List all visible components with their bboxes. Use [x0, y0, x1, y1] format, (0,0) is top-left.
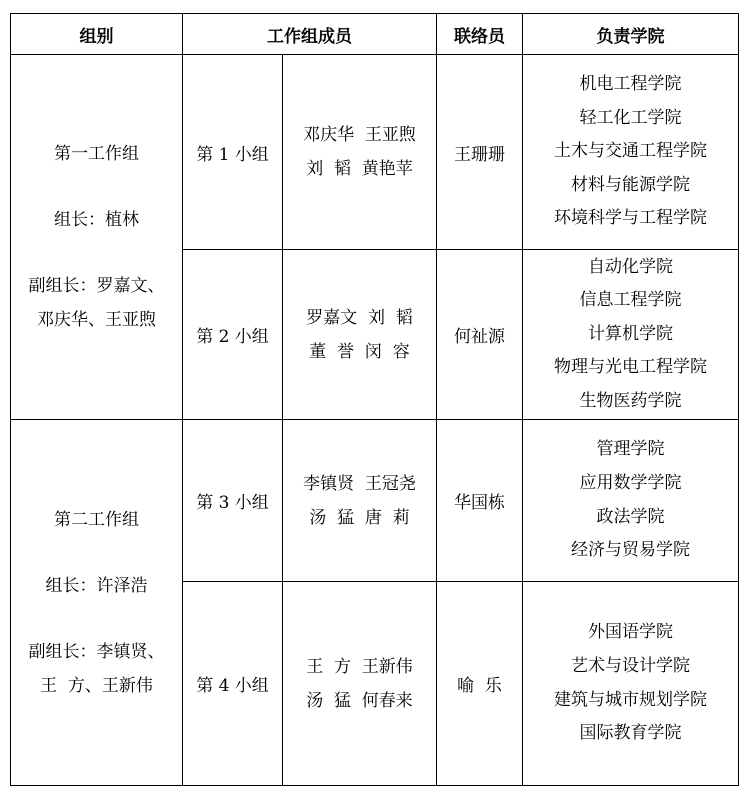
subgroup-liaison: 华国栋 [437, 420, 523, 582]
member-line: 汤 猛 唐 莉 [309, 507, 410, 528]
member-line: 刘 韬 黄艳苹 [306, 159, 413, 179]
group-leader: 组长：植林 [54, 210, 139, 230]
college-item: 计算机学院 [588, 323, 673, 344]
subgroup-members [283, 250, 437, 420]
college-item: 政法学院 [596, 506, 665, 527]
college-item: 应用数学学院 [579, 472, 682, 493]
college-item: 建筑与城市规划学院 [554, 689, 707, 710]
header-liaison: 联络员 [437, 14, 523, 55]
college-item: 土木与交通工程学院 [554, 141, 707, 162]
table-row [11, 55, 739, 250]
member-line: 李镇贤 王冠尧 [303, 473, 416, 494]
subgroup-label: 第 1 小组 [183, 55, 283, 250]
subgroup-colleges [523, 582, 739, 786]
header-members: 工作组成员 [183, 14, 437, 55]
member-line: 王 方 王新伟 [306, 656, 413, 677]
subgroup-colleges [523, 420, 739, 582]
subgroup-colleges [523, 250, 739, 420]
group-cell [11, 55, 183, 420]
group-deputy-line1: 副组长：罗嘉文、 [28, 276, 165, 296]
header-colleges: 负责学院 [523, 14, 739, 55]
college-item: 外国语学院 [588, 622, 673, 643]
subgroup-label: 第 3 小组 [183, 420, 283, 582]
college-item: 轻工化工学院 [579, 107, 682, 128]
college-item: 管理学院 [596, 439, 665, 460]
work-group-table [10, 13, 739, 786]
college-item: 生物医药学院 [579, 390, 682, 411]
college-item: 机电工程学院 [579, 74, 682, 95]
subgroup-colleges [523, 55, 739, 250]
header-group: 组别 [11, 14, 183, 55]
college-item: 自动化学院 [588, 256, 673, 277]
college-item: 国际教育学院 [579, 723, 682, 744]
table-row [11, 420, 739, 582]
college-item: 经济与贸易学院 [571, 540, 690, 561]
subgroup-members [283, 55, 437, 250]
subgroup-label: 第 4 小组 [183, 582, 283, 786]
member-line: 汤 猛 何春来 [306, 690, 413, 711]
group-deputy-line2: 邓庆华、王亚煦 [37, 310, 156, 330]
member-line: 邓庆华 王亚煦 [303, 125, 416, 145]
college-item: 信息工程学院 [579, 290, 682, 311]
group-name: 第二工作组 [54, 509, 139, 530]
group-deputy-line2: 王 方、王新伟 [40, 675, 153, 696]
subgroup-label: 第 2 小组 [183, 250, 283, 420]
subgroup-members [283, 582, 437, 786]
college-item: 环境科学与工程学院 [554, 208, 707, 229]
member-line: 董 誉 闵 容 [309, 341, 410, 362]
subgroup-members [283, 420, 437, 582]
header-row [11, 14, 739, 55]
subgroup-liaison: 王珊珊 [437, 55, 523, 250]
group-name: 第一工作组 [54, 144, 139, 164]
group-cell [11, 420, 183, 786]
college-item: 艺术与设计学院 [571, 655, 690, 676]
college-item: 物理与光电工程学院 [554, 357, 707, 378]
college-item: 材料与能源学院 [571, 174, 690, 195]
group-deputy-line1: 副组长：李镇贤、 [28, 641, 165, 662]
subgroup-liaison: 喻 乐 [437, 582, 523, 786]
subgroup-liaison: 何祉源 [437, 250, 523, 420]
group-leader: 组长：许泽浩 [45, 575, 148, 596]
member-line: 罗嘉文 刘 韬 [306, 307, 413, 328]
